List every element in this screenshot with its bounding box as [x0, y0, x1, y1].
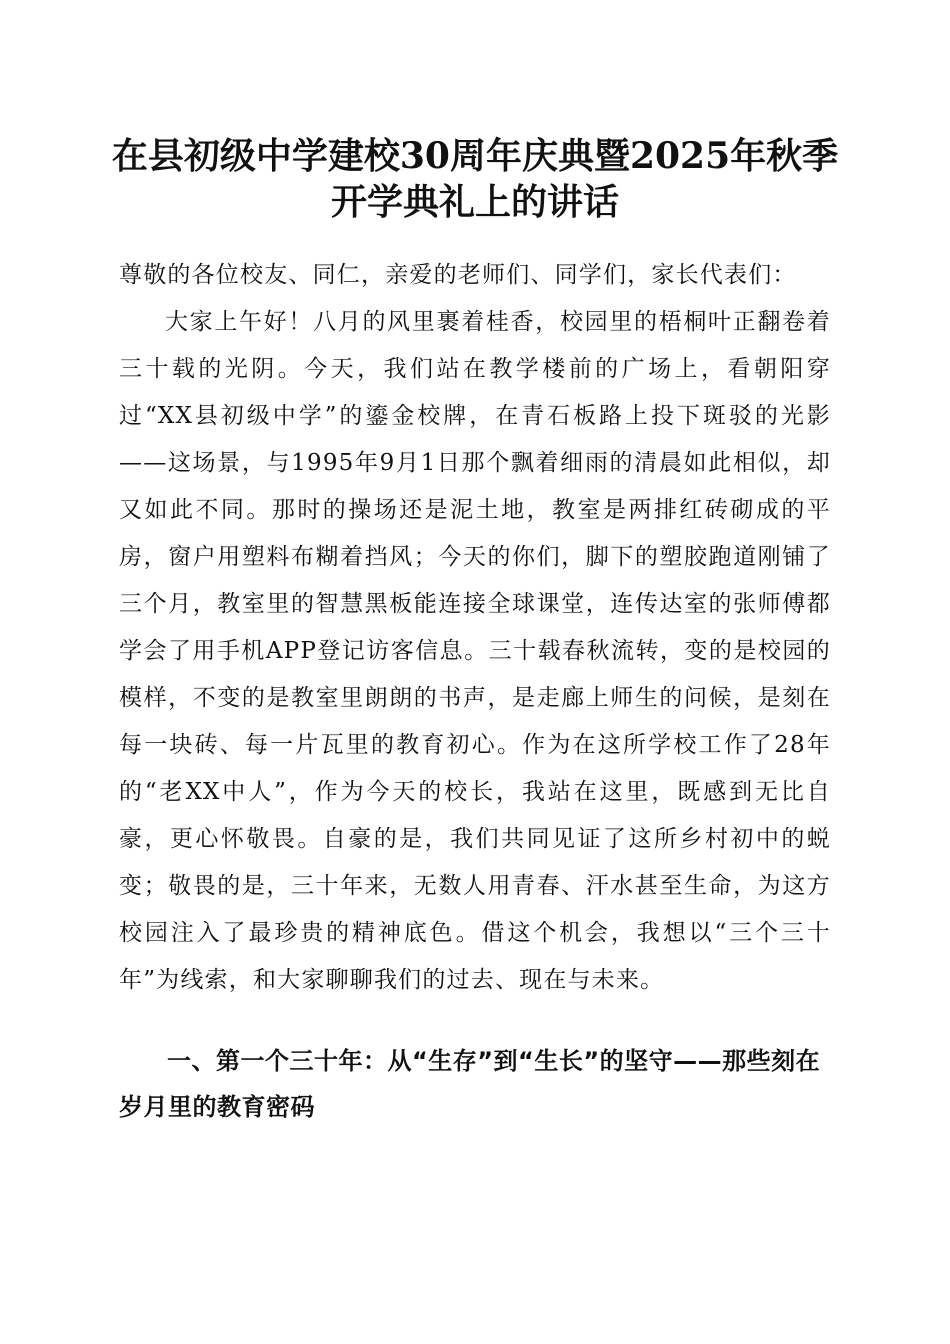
- document-title: [100, 133, 850, 225]
- title-line-2: 开学典礼上的讲话: [330, 181, 619, 223]
- section-heading-1: 一、第一个三十年：从“生存”到“生长”的坚守——那些刻在岁月里的教育密码: [119, 1047, 821, 1121]
- opening-paragraph: 大家上午好！八月的风里裹着桂香，校园里的梧桐叶正翻卷着三十载的光阴。今天，我们站在教学楼前的广场上，看朝阳穿过“XX县初级中学”的鎏金校牌，在青石板路上投下斑驳的光影——这场景，与1995年9月1日那个飘着细雨的清晨如此相似，却又如此不同。那时的操场还是泥土地，教室是两排红砖砌成的平房，窗户用塑料布糊着挡风；今天的你们，脚下的塑胶跑道刚铺了三个月，教室里的智慧黑板能连接全球课堂，连传达室的张师傅都学会了用手机APP登记访客信息。三十载春秋流转，变的是校园的模样，不变的是教室里朗朗的书声，是走廊上师生的问候，是刻在每一块砖、每一片瓦里的教育初心。作为在这所学校工作了28年的“老XX中人”，作为今天的校长，我站在这里，既感到无比自豪，更心怀敬畏。自豪的是，我们共同见证了这所乡村初中的蜕变；敬畏的是，三十年来，无数人用青春、汗水甚至生命，为这方校园注入了最珍贵的精神底色。借这个机会，我想以“三个三十年”为线索，和大家聊聊我们的过去、现在与未来。: [119, 309, 831, 993]
- salutation: 尊敬的各位校友、同仁，亲爱的老师们、同学们，家长代表们：: [119, 262, 797, 288]
- speech-body: [119, 252, 831, 1004]
- title-line-1: 在县初级中学建校30周年庆典暨2025年秋季: [111, 135, 839, 177]
